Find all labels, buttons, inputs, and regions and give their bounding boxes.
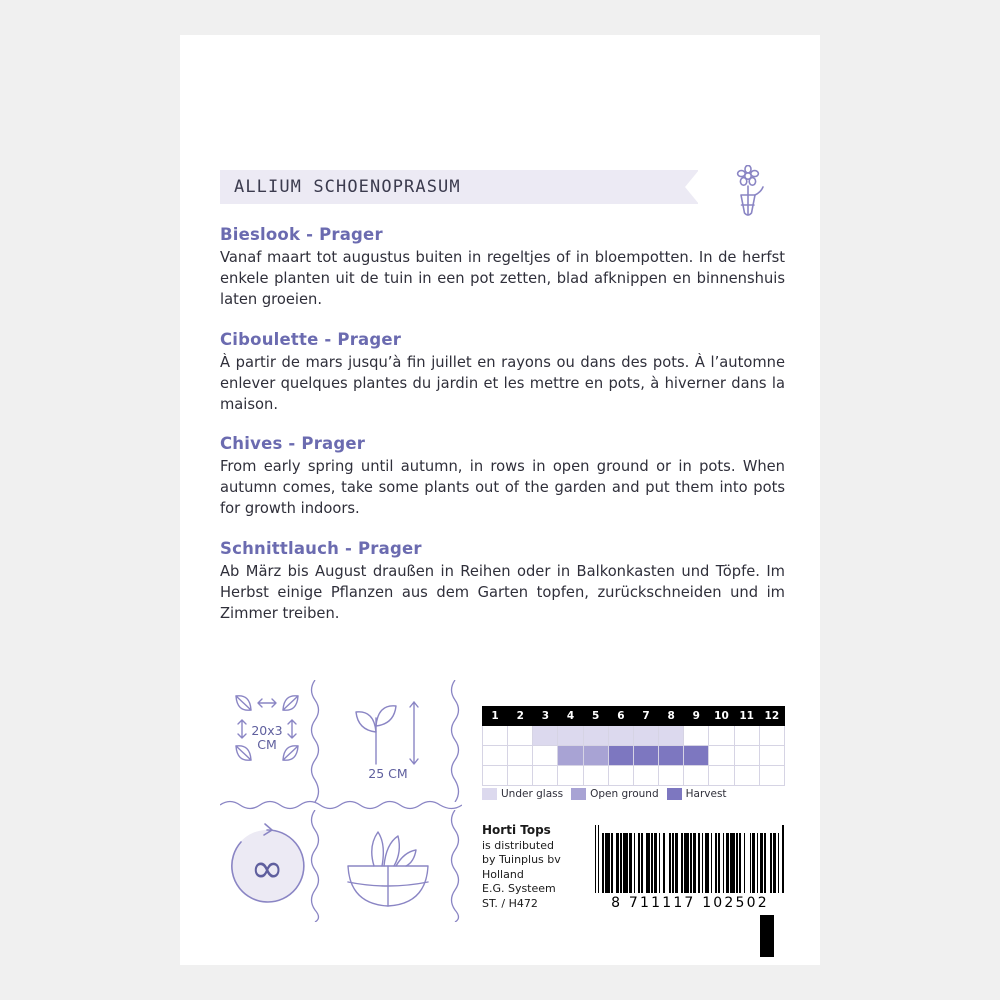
calendar-cell <box>583 746 608 766</box>
legend-item-open <box>571 788 659 800</box>
calendar-cell <box>684 766 709 786</box>
calendar-cell <box>583 726 608 746</box>
month-cell: 5 <box>583 707 608 726</box>
legend-item-harvest <box>667 788 727 800</box>
distributor-line: is distributed <box>482 838 554 852</box>
calendar-cell <box>759 766 784 786</box>
month-cell: 7 <box>633 707 658 726</box>
calendar-cell <box>734 726 759 746</box>
plant-spacing-icon <box>224 688 310 792</box>
month-cell: 10 <box>709 707 734 726</box>
wavy-divider-vertical-4 <box>448 810 462 922</box>
calendar-cell <box>659 746 684 766</box>
lang-heading: Ciboulette - Prager <box>220 329 402 349</box>
calendar-cell <box>533 726 558 746</box>
wavy-divider-vertical-1 <box>308 680 322 802</box>
calendar-cell <box>508 726 533 746</box>
lang-body: Vanaf maart tot augustus buiten in regeltjes of in bloempotten. In de herfst enkele planten uit de tuin in een pot zetten, blad afknippen en binnenshuis laten groeien. <box>220 249 785 309</box>
calendar-cell <box>583 766 608 786</box>
distributor-line: Holland <box>482 867 524 881</box>
calendar-cell <box>483 746 508 766</box>
lang-heading: Bieslook - Prager <box>220 225 383 244</box>
month-cell: 1 <box>483 707 508 726</box>
banner-notch <box>685 170 699 204</box>
harvest-bowl-icon <box>328 816 448 916</box>
calendar-cell <box>608 766 633 786</box>
lang-block-de <box>220 539 785 625</box>
legend-chip-glass <box>482 788 497 800</box>
lang-block-en <box>220 434 785 520</box>
calendar-cell <box>633 726 658 746</box>
distributor-line: by Tuinplus bv <box>482 853 561 867</box>
calendar-cell <box>684 726 709 746</box>
distributor-line: ST. / H472 <box>482 896 538 910</box>
calendar-cell <box>709 746 734 766</box>
height-label: 25 CM <box>368 766 408 781</box>
calendar-cell <box>659 726 684 746</box>
calendar-cell <box>759 746 784 766</box>
calendar-table <box>482 706 785 786</box>
calendar-cell <box>734 746 759 766</box>
calendar-cell <box>633 766 658 786</box>
lang-block-nl <box>220 225 785 311</box>
sowing-calendar <box>482 706 785 786</box>
calendar-cell <box>633 746 658 766</box>
calendar-cell <box>508 746 533 766</box>
lang-heading: Chives - Prager <box>220 434 366 454</box>
calendar-row <box>483 726 785 746</box>
spacing-label-line2: CM <box>257 737 277 753</box>
page-title: ALLIUM SCHOENOPRASUM <box>234 177 461 197</box>
month-cell: 8 <box>659 707 684 726</box>
lang-body: From early spring until autumn, in rows in open ground or in pots. When autumn comes, take some plants out of the garden and put them into pots for growth indoors. <box>220 458 785 518</box>
legend-chip-open <box>571 788 586 800</box>
legend-label: Harvest <box>685 788 727 800</box>
packet-content <box>220 165 785 643</box>
calendar-cell <box>608 726 633 746</box>
calendar-cell <box>558 746 583 766</box>
month-cell: 6 <box>608 707 633 726</box>
calendar-cell <box>558 726 583 746</box>
month-cell: 12 <box>759 707 784 726</box>
month-cell: 4 <box>558 707 583 726</box>
calendar-cell <box>558 766 583 786</box>
lang-block-fr <box>220 330 785 416</box>
calendar-cell <box>684 746 709 766</box>
calendar-row <box>483 746 785 766</box>
flower-seed-icon <box>717 165 779 227</box>
calendar-cell <box>508 766 533 786</box>
distributor-line: E.G. Systeem <box>482 882 556 896</box>
perennial-infinity-icon <box>224 816 310 916</box>
print-registration-mark <box>760 915 774 957</box>
ean13-barcode <box>595 825 785 911</box>
wavy-divider-vertical-3 <box>308 810 322 922</box>
plant-height-icon <box>328 688 448 792</box>
seed-packet-back <box>180 35 820 965</box>
wavy-divider-horizontal <box>220 798 462 812</box>
calendar-cell <box>608 746 633 766</box>
distributor-info <box>482 823 561 911</box>
wavy-divider-vertical-2 <box>448 680 462 802</box>
title-row <box>220 165 785 225</box>
calendar-cell <box>709 766 734 786</box>
legend-label: Open ground <box>590 788 659 800</box>
calendar-cell <box>533 746 558 766</box>
barcode-digits: 8 711117 102502 <box>611 895 769 911</box>
calendar-row <box>483 766 785 786</box>
lang-body: Ab März bis August draußen in Reihen oder in Balkonkasten und Töpfe. Im Herbst einige Pflanzen aus dem Garten topfen, zurückschneiden und im Zimmer treiben. <box>220 562 785 622</box>
packet-bottom-panel <box>220 680 785 935</box>
calendar-cell <box>533 766 558 786</box>
month-cell: 2 <box>508 707 533 726</box>
calendar-cell <box>483 766 508 786</box>
brand-name: Horti Tops <box>482 823 551 837</box>
calendar-legend <box>482 788 785 800</box>
legend-item-glass <box>482 788 563 800</box>
calendar-month-header <box>483 707 785 726</box>
lang-heading: Schnittlauch - Prager <box>220 538 422 558</box>
legend-chip-harvest <box>667 788 682 800</box>
calendar-cell <box>483 726 508 746</box>
calendar-cell <box>659 766 684 786</box>
legend-label: Under glass <box>501 788 564 800</box>
lang-body: À partir de mars jusqu’à fin juillet en rayons ou dans des pots. À l’automne enlever quelques plantes du jardin et les mettre en pots, à hiverner dans la maison. <box>220 353 785 413</box>
calendar-cell <box>759 726 784 746</box>
month-cell: 11 <box>734 707 759 726</box>
month-cell: 3 <box>533 707 558 726</box>
infinity-symbol: ∞ <box>250 846 284 892</box>
barcode-bars <box>595 825 785 893</box>
spacing-label-line1: 20x3 <box>251 723 283 738</box>
calendar-cell <box>734 766 759 786</box>
calendar-cell <box>709 726 734 746</box>
month-cell: 9 <box>684 707 709 726</box>
